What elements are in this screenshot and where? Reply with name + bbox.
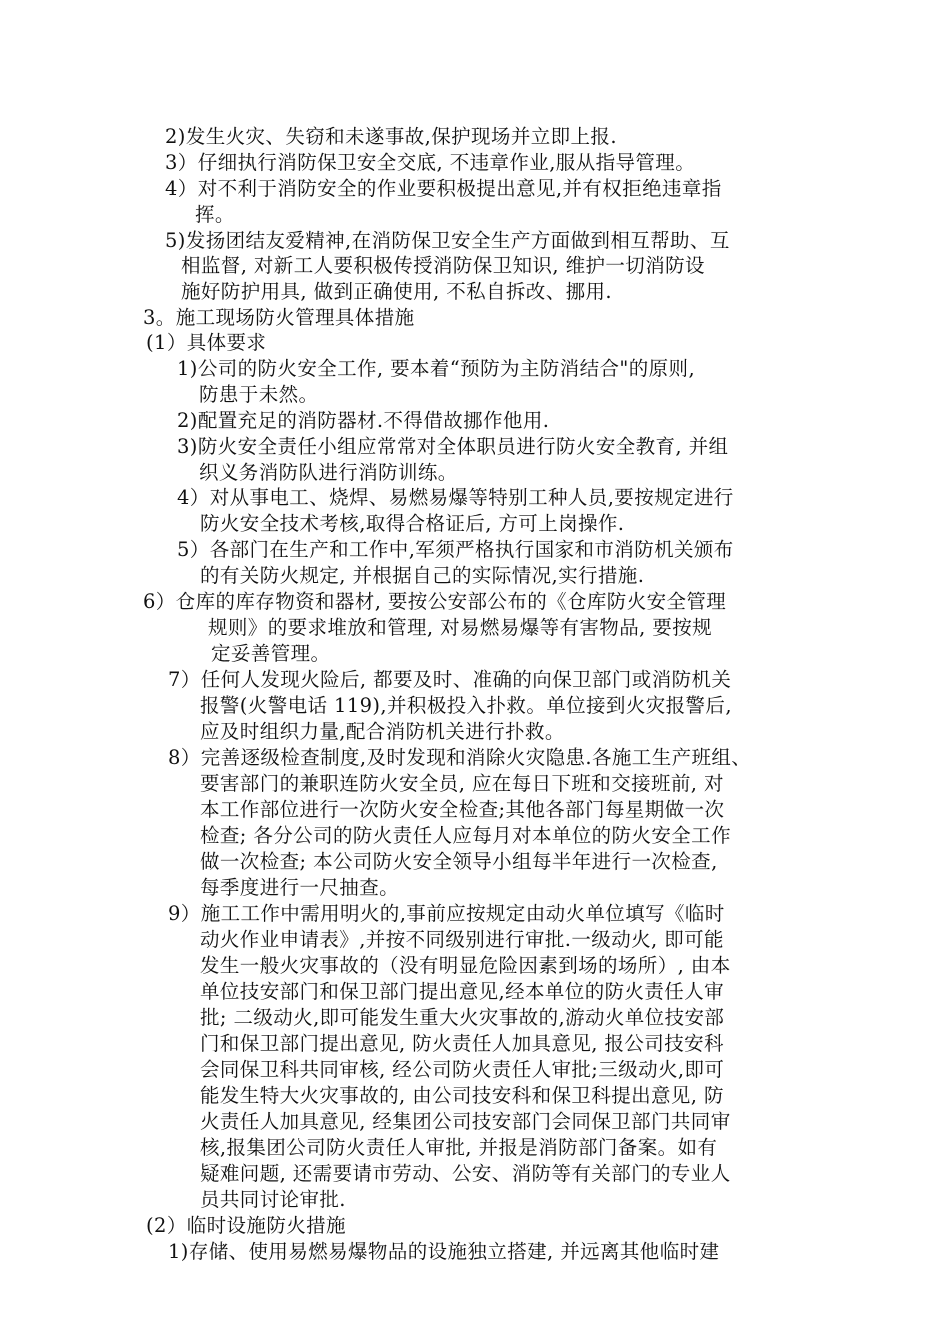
text-line: 相监督, 对新工人要积极传授消防保卫知识, 维护一切消防设 xyxy=(181,254,705,277)
text-line: 2)发生火灾、失窃和未遂事故,保护现场并立即上报. xyxy=(165,125,617,148)
text-line: 施好防护用具, 做到正确使用, 不私自拆改、挪用. xyxy=(181,280,612,303)
text-line: 的有关防火规定, 并根据自己的实际情况,实行措施. xyxy=(200,564,645,587)
text-line: 3)防火安全责任小组应常常对全体职员进行防火安全教育, 并组 xyxy=(177,435,729,458)
text-line: 要害部门的兼职连防火安全员, 应在每日下班和交接班前, 对 xyxy=(200,772,724,795)
text-line: 疑难问题, 还需要请市劳动、公安、消防等有关部门的专业人 xyxy=(200,1162,731,1185)
text-line: 定妥善管理。 xyxy=(211,642,331,665)
text-line: 6）仓库的库存物资和器材, 要按公安部公布的《仓库防火安全管理 xyxy=(143,590,727,613)
text-line: 4）对不利于消防安全的作业要积极提出意见,并有权拒绝违章指 xyxy=(165,177,722,200)
text-line: 会同保卫科共同审核, 经公司防火责任人审批;三级动火,即可 xyxy=(200,1058,725,1081)
text-line: 防患于未然。 xyxy=(199,383,319,406)
text-line: 本工作部位进行一次防火安全检查;其他各部门每星期做一次 xyxy=(200,798,725,821)
text-line: 核,报集团公司防火责任人审批, 并报是消防部门备案。如有 xyxy=(200,1136,718,1159)
text-line: 能发生特大火灾事故的, 由公司技安科和保卫科提出意见, 防 xyxy=(200,1084,724,1107)
subsection-heading: (2）临时设施防火措施 xyxy=(146,1214,346,1237)
text-line: 5)发扬团结友爱精神,在消防保卫安全生产方面做到相互帮助、互 xyxy=(165,229,730,252)
text-line: 5）各部门在生产和工作中,军须严格执行国家和市消防机关颁布 xyxy=(177,538,734,561)
text-line: 8）完善逐级检查制度,及时发现和消除火灾隐患.各施工生产班组、 xyxy=(168,746,752,769)
text-line: 检查; 各分公司的防火责任人应每月对本单位的防火安全工作 xyxy=(200,824,731,847)
text-line: 火责任人加具意见, 经集团公司技安部门会同保卫部门共同审 xyxy=(200,1110,731,1133)
section-heading: 3。施工现场防火管理具体措施 xyxy=(143,306,415,329)
text-line: 报警(火警电话 119),并积极投入扑救。单位接到火灾报警后, xyxy=(200,694,732,717)
text-line: 挥。 xyxy=(195,203,235,226)
text-line: 4）对从事电工、烧焊、易燃易爆等特别工种人员,要按规定进行 xyxy=(177,486,734,509)
text-line: 织义务消防队进行消防训练。 xyxy=(199,461,458,484)
text-line: 发生一般火灾事故的（没有明显危险因素到场的场所）, 由本 xyxy=(200,954,731,977)
text-line: 1)存储、使用易燃易爆物品的设施独立搭建, 并远离其他临时建 xyxy=(168,1240,720,1263)
text-line: 动火作业申请表》,并按不同级别进行审批.一级动火, 即可能 xyxy=(200,928,724,951)
text-line: 门和保卫部门提出意见, 防火责任人加具意见, 报公司技安科 xyxy=(200,1032,724,1055)
text-line: 员共同讨论审批. xyxy=(200,1188,346,1211)
text-line: 批; 二级动火,即可能发生重大火灾事故的,游动火单位技安部 xyxy=(200,1006,725,1029)
text-line: 规则》的要求堆放和管理, 对易燃易爆等有害物品, 要按规 xyxy=(208,616,712,639)
text-line: 9）施工工作中需用明火的,事前应按规定由动火单位填写《临时 xyxy=(168,902,725,925)
text-line: 应及时组织力量,配合消防机关进行扑救。 xyxy=(200,720,565,743)
text-line: 防火安全技术考核,取得合格证后, 方可上岗操作. xyxy=(200,512,625,535)
text-line: 做一次检查; 本公司防火安全领导小组每半年进行一次检查, xyxy=(200,850,718,873)
text-line: 每季度进行一尺抽查。 xyxy=(200,876,400,899)
text-line: 1)公司的防火安全工作, 要本着“预防为主防消结合"的原则, xyxy=(177,357,696,380)
text-line: 2)配置充足的消防器材.不得借故挪作他用. xyxy=(177,409,550,432)
text-line: 单位技安部门和保卫部门提出意见,经本单位的防火责任人审 xyxy=(200,980,724,1003)
text-line: 3）仔细执行消防保卫安全交底, 不违章作业,服从指导管理。 xyxy=(165,151,696,174)
subsection-heading: (1）具体要求 xyxy=(146,331,267,354)
text-line: 7）任何人发现火险后, 都要及时、准确的向保卫部门或消防机关 xyxy=(168,668,732,691)
